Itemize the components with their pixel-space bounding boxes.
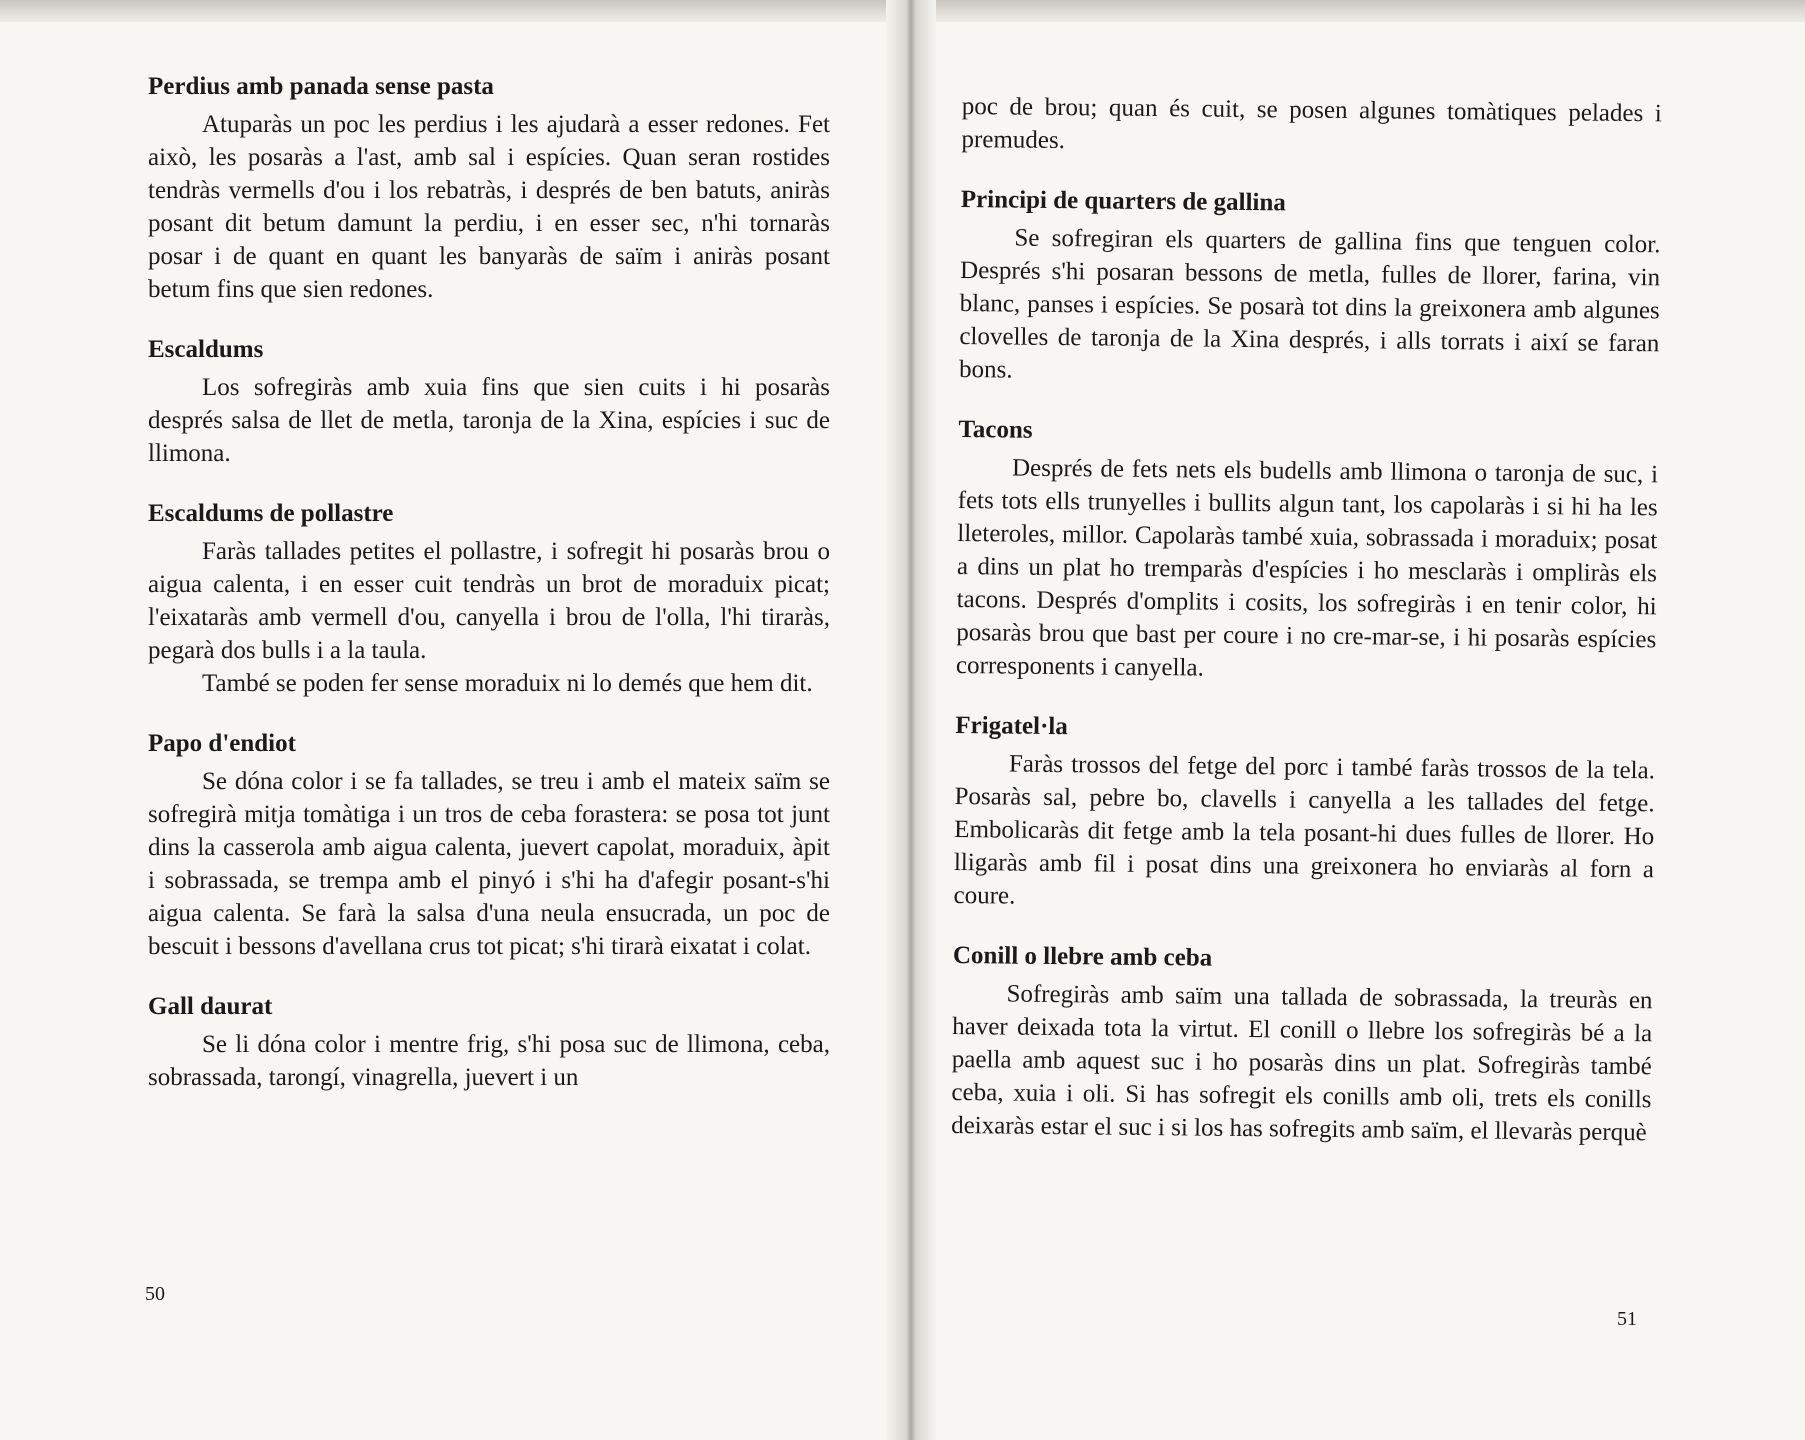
recipe-escaldums-pollastre bbox=[148, 497, 830, 700]
recipe-title: Escaldums de pollastre bbox=[148, 500, 394, 527]
continuation-text bbox=[961, 90, 1662, 163]
recipe-title: Papo d'endiot bbox=[148, 730, 296, 757]
recipe-title: Perdius amb panada sense pasta bbox=[148, 73, 494, 100]
recipe-title: Principi de quarters de gallina bbox=[960, 185, 1286, 217]
recipe-text: Atuparàs un poc les perdius i les ajudarà a esser redones. Fet això, les posaràs a l'ast, amb sal i espícies. Quan seran rostides tendràs vermells d'ou i los rebatràs, i després de ben batuts, aniràs posant dit betum damunt la perdiu, i en esser sec, n'hi tornaràs posar i de quant en quant les banyaràs de saïm i aniràs posant betum fins que sien redones. bbox=[148, 111, 830, 303]
recipe-text: Després de fets nets els budells amb llimona o taronja de suc, i fets tots ells trunyelles i bullits algun tant, los capolaràs i si hi ha les lleteroles, millor. Capolaràs també xuia, sobrassada i moraduix; posat a dins un plat ho tremparàs d'espícies i ho mesclaràs i ompliràs els tacons. Després d'omplits i cosits, los sofregiràs i en tenir color, hi posaràs brou que bast per coure i no cre-mar-se, i hi posaràs espícies corresponents i canyella. bbox=[955, 454, 1659, 682]
recipe-gall-daurat bbox=[148, 990, 830, 1094]
recipe-title: Conill o llebre amb ceba bbox=[952, 941, 1213, 972]
recipe-text: També se poden fer sense moraduix ni lo demés que hem dit. bbox=[202, 670, 813, 697]
recipe-escaldums bbox=[148, 333, 830, 470]
recipe-text: Se sofregiran els quarters de gallina fins que tenguen color. Després s'hi posaran bessons de metla, fulles de llorer, farina, vin blanc, panses i espícies. Se posarà tot dins la greixonera amb algunes clovelles de taronja de la Xina després, i alls torrats i així se faran bons. bbox=[958, 224, 1661, 384]
recipe-text: Los sofregiràs amb xuia fins que sien cuits i hi posaràs després salsa de llet de metla, taronja de la Xina, espícies i suc de llimona. bbox=[148, 374, 830, 467]
recipe-principi-gallina bbox=[959, 183, 1661, 393]
book-gutter bbox=[886, 0, 936, 1440]
recipe-title: Frigatel·la bbox=[955, 711, 1068, 741]
page-number-left: 50 bbox=[145, 1283, 165, 1305]
recipe-title: Gall daurat bbox=[148, 993, 273, 1020]
recipe-text: Faràs tallades petites el pollastre, i sofregit hi posaràs brou o aigua calenta, i en esser cuit tendràs un brot de moraduix picat; l'eixataràs amb vermell d'ou, canyella i brou de l'olla, l'hi tiraràs, pegarà dos bulls i a la taula. bbox=[148, 538, 830, 664]
recipe-text: poc de brou; quan és cuit, se posen algunes tomàtiques pelades i premudes. bbox=[961, 92, 1662, 155]
page-number-right: 51 bbox=[1617, 1308, 1637, 1330]
recipe-conill-llebre bbox=[951, 939, 1653, 1149]
recipe-text: Se dóna color i se fa tallades, se treu i amb el mateix saïm se sofregirà mitja tomàtiga i un tros de ceba forastera: se posa tot junt dins la casserola amb aigua calenta, juevert capolat, moraduix, àpit i sobrassada, se trempa amb el pinyó i s'hi ha d'afegir posant-s'hi aigua calenta. Se farà la salsa d'una neula ensucrada, un poc de bescuit i bessons d'avellana crus tot picat; s'hi tirarà eixatat i colat. bbox=[148, 768, 830, 960]
recipe-frigatella bbox=[953, 709, 1655, 919]
recipe-perdius bbox=[148, 70, 830, 306]
recipe-tacons bbox=[956, 413, 1659, 689]
recipe-title: Tacons bbox=[958, 415, 1033, 444]
right-page bbox=[951, 90, 1662, 1176]
recipe-text: Faràs trossos del fetge del porc i també faràs trossos de la tela. Posaràs sal, pebre bo, clavells i canyella a les tallades del fetge. Embolicaràs dit fetge amb la tela posant-hi dues fulles de llorer. Ho lligaràs amb fil i posat dins una greixonera ho enviaràs al forn a coure. bbox=[953, 750, 1656, 910]
recipe-text: Sofregiràs amb saïm una tallada de sobrassada, la treuràs en haver deixada tota la virtut. El conill o llebre los sofregiràs bé a la paella amb aquest suc i ho posaràs dins un plat. Sofregiràs també ceba, xuia i oli. Si has sofregit els conills amb oli, trets els conills deixaràs estar el suc i si los has sofregits amb saïm, el llevaràs perquè bbox=[951, 980, 1653, 1147]
recipe-title: Escaldums bbox=[148, 336, 264, 363]
left-page bbox=[148, 70, 830, 1121]
recipe-text: Se li dóna color i mentre frig, s'hi posa suc de llimona, ceba, sobrassada, tarongí, vinagrella, juevert i un bbox=[148, 1031, 830, 1091]
recipe-papo-endiot bbox=[148, 727, 830, 963]
